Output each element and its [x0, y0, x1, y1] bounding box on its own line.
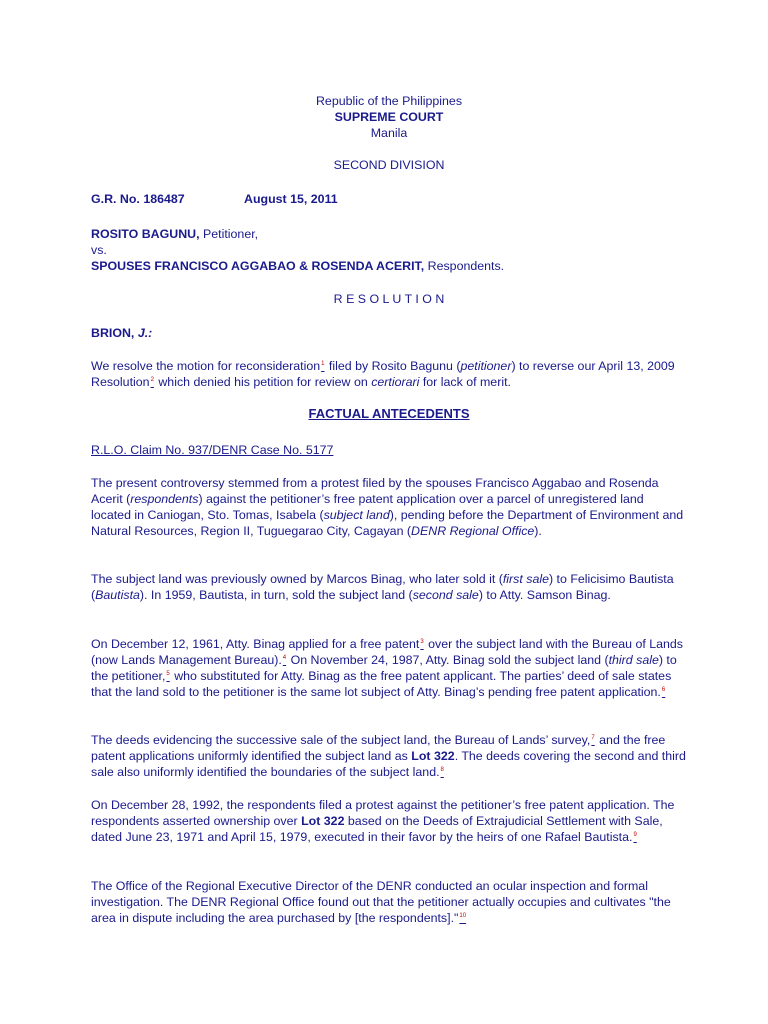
claim-link-line [91, 442, 687, 458]
text: DENR Regional Office [411, 524, 535, 538]
text: who substituted for Atty. Binag as the free patent applicant. The parties’ deed of sale states that the land sold to the petitioner is the same lot subject of Atty. Binag’s pending free patent application. [91, 669, 672, 699]
footnote-ref-6[interactable]: 6 [661, 686, 666, 693]
case-number-line [91, 191, 687, 207]
paragraph-1 [91, 358, 687, 390]
footnote-ref-2[interactable]: 2 [150, 376, 154, 383]
text: ) to Atty. Samson Binag. [478, 588, 611, 602]
text: second sale [412, 588, 479, 602]
text: ) to Felicisimo Bautista ( [91, 572, 674, 602]
text: first sale [502, 572, 549, 586]
text: Bautista [95, 588, 140, 602]
claim-link[interactable]: R.L.O. Claim No. 937/DENR Case No. 5177 [91, 443, 334, 457]
text: which denied his petition for review on [154, 375, 372, 389]
factual-antecedents-heading: FACTUAL ANTECEDENTS [308, 406, 470, 421]
text: certiorari [371, 375, 420, 389]
text: ). In 1959, Bautista, in turn, sold the subject land ( [139, 588, 413, 602]
footnote-ref-10[interactable]: 10 [459, 912, 467, 919]
case-number: G.R. No. 186487 [91, 192, 185, 206]
court-header [91, 93, 687, 141]
footnote-ref-9[interactable]: 9 [633, 831, 637, 838]
text: On November 24, 1987, Atty. Binag sold the subject land ( [287, 653, 609, 667]
text: ) against the petitioner’s free patent application over a parcel of unregistered land located in Caniogan, Sto. Tomas, Isabela ( [91, 492, 644, 522]
case-date: August 15, 2011 [244, 192, 338, 206]
text: The present controversy stemmed from a protest filed by the spouses Francisco Aggabao and Rosenda Acerit ( [91, 476, 659, 506]
text: The Office of the Regional Executive Director of the DENR conducted an ocular inspection and formal investigation. The DENR Regional Office found out that the petitioner actually occupies and cultivates "the area in dispute including the area purchased by [the respondents]." [91, 879, 671, 925]
versus: vs. [91, 243, 107, 257]
text: . The deeds covering the second and third sale also uniformly identified the boundaries of the subject land. [91, 749, 686, 779]
ponente-title: J.: [137, 326, 153, 340]
text: ) to the petitioner, [91, 653, 677, 683]
paragraph-7 [91, 878, 687, 926]
text: The deeds evidencing the successive sale of the subject land, the Bureau of Lands’ survey, [91, 733, 591, 747]
text: for lack of merit. [419, 375, 511, 389]
text: petitioner [460, 359, 512, 373]
ponente-name: BRION, [91, 326, 138, 340]
text: We resolve the motion for reconsideration [91, 359, 321, 373]
text: On December 12, 1961, Atty. Binag applied for a free patent [91, 637, 420, 651]
footnote-ref-7[interactable]: 7 [591, 734, 595, 741]
petitioner-name: ROSITO BAGUNU, [91, 227, 200, 241]
text: subject land [323, 508, 390, 522]
paragraph-5 [91, 732, 687, 780]
paragraph-3 [91, 571, 687, 603]
lot-number: Lot 322 [411, 749, 455, 763]
text: over the subject land with the Bureau of Lands (now Lands Management Bureau). [91, 637, 683, 667]
parties [91, 226, 687, 274]
section-heading [91, 406, 687, 422]
resolution-title: R E S O L U T I O N [333, 292, 445, 306]
court-name: SUPREME COURT [334, 110, 444, 124]
text: On December 28, 1992, the respondents filed a protest against the petitioner’s free patent application. The respondents asserted ownership over [91, 798, 675, 828]
text: based on the Deeds of Extrajudicial Settlement with Sale, dated June 23, 1971 and April 15, 1979, executed in their favor by the heirs of one Rafael Bautista. [91, 814, 663, 844]
paragraph-4 [91, 636, 687, 700]
city-line: Manila [370, 126, 408, 140]
paragraph-2 [91, 475, 687, 539]
republic-line: Republic of the Philippines [315, 94, 463, 108]
footnote-ref-1[interactable]: 1 [321, 360, 325, 367]
petitioner-role: Petitioner, [199, 227, 259, 241]
text: filed by Rosito Bagunu ( [325, 359, 461, 373]
ponente-line [91, 325, 687, 341]
respondents-name: SPOUSES FRANCISCO AGGABAO & ROSENDA ACERIT, [91, 259, 425, 273]
text: and the free patent applications uniformly identified the subject land as [91, 733, 666, 763]
footnote-ref-5[interactable]: 5 [166, 670, 170, 677]
text: ). [534, 524, 542, 538]
text: ) to reverse our April 13, 2009 Resolution [91, 359, 675, 389]
footnote-ref-8[interactable]: 8 [440, 766, 444, 773]
text: respondents [130, 492, 199, 506]
text: third sale [608, 653, 659, 667]
paragraph-6 [91, 797, 687, 845]
respondents-role: Respondents. [424, 259, 505, 273]
footnote-ref-4[interactable]: 4 [282, 654, 287, 661]
text: ), pending before the Department of Environment and Natural Resources, Region II, Tuguegarao City, Cagayan ( [91, 508, 684, 538]
division-line: SECOND DIVISION [333, 158, 445, 172]
lot-number: Lot 322 [301, 814, 345, 828]
text: The subject land was previously owned by Marcos Binag, who later sold it ( [91, 572, 503, 586]
footnote-ref-3[interactable]: 3 [420, 638, 424, 645]
